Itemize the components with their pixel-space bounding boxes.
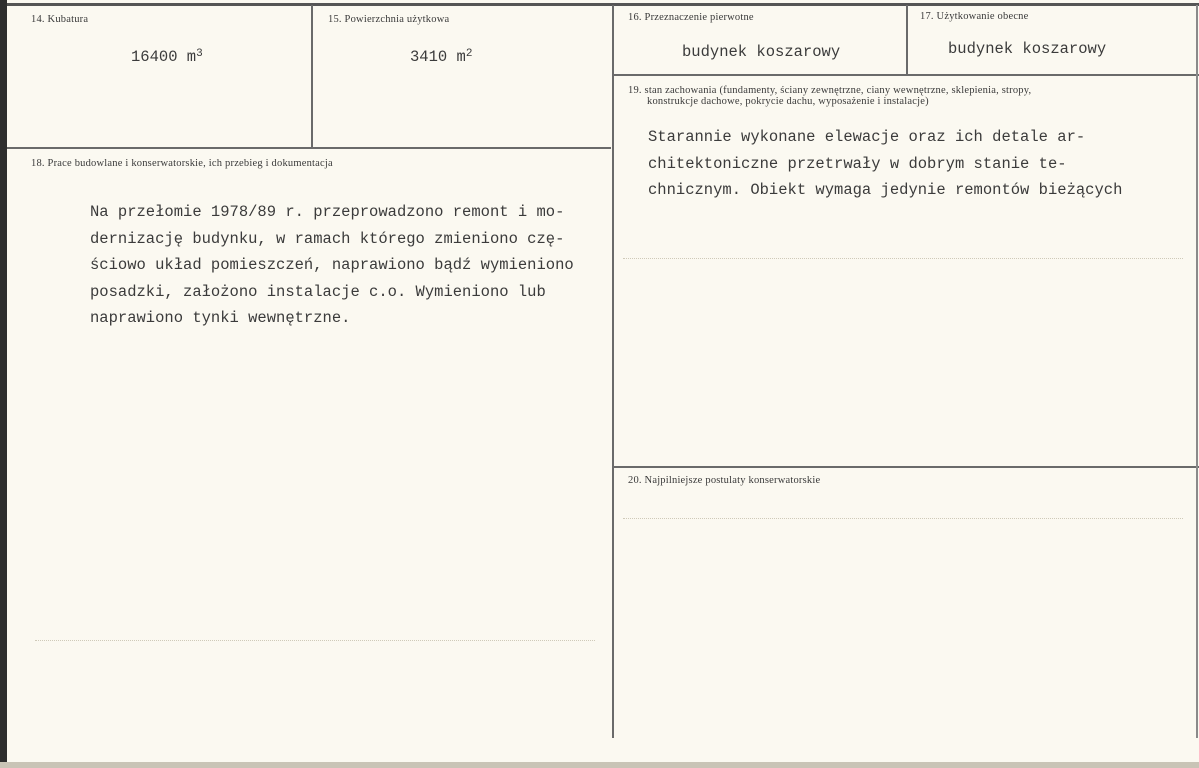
section-14-value: 16400 $m^3$: [131, 48, 203, 66]
faint-rule: [623, 258, 1183, 259]
section-16-value: budynek koszarowy: [682, 43, 841, 61]
section-19-text: [648, 124, 1122, 204]
text-line: dernizację budynku, w ramach którego zmieniono czę-: [90, 229, 565, 248]
unit-exponent: 3: [196, 48, 203, 60]
text-line: posadzki, założono instalacje c.o. Wymieniono lub: [90, 282, 546, 301]
divider-14-18: [7, 147, 611, 149]
text-line: Na przełomie 1978/89 r. przeprowadzono remont i mo-: [90, 203, 565, 221]
text-line: ściowo układ pomieszczeń, naprawiono bądź wymieniono: [90, 256, 574, 274]
top-border: [7, 3, 1199, 6]
divider-16-17: [906, 5, 908, 74]
text-line: Starannie wykonane elewacje oraz ich detale ar-: [648, 128, 1086, 146]
section-19-label-line1: 19. stan zachowania (fundamenty, ściany zewnętrzne, ciany wewnętrzne, sklepienia, stropy,: [628, 85, 1032, 96]
faint-rule: [623, 518, 1183, 519]
section-16-label: 16. Przeznaczenie pierwotne: [628, 12, 754, 23]
divider-19-20: [614, 466, 1199, 468]
text-line: chitektoniczne przetrwały w dobrym stanie te-: [648, 154, 1067, 173]
section-17-value: budynek koszarowy: [948, 40, 1107, 58]
text-line: naprawiono tynki wewnętrzne.: [90, 309, 351, 327]
unit-exponent: 2: [465, 48, 473, 60]
section-18-text: [90, 199, 574, 332]
divider-14-15: [311, 5, 313, 147]
faint-rule: [35, 640, 595, 641]
section-20-label: 20. Najpilniejsze postulaty konserwatorskie: [628, 475, 821, 486]
section-14-label: 14. Kubatura: [31, 14, 89, 25]
card-bottom-edge: [0, 762, 1199, 768]
divider-16-19: [614, 74, 1199, 76]
section-19-label-line2: konstrukcje dachowe, pokrycie dachu, wyposażenie i instalacje): [647, 96, 929, 107]
main-column-divider: [612, 5, 614, 738]
section-15-value: 3410 $m^2$: [410, 48, 473, 66]
section-17-label: 17. Użytkowanie obecne: [920, 11, 1029, 22]
card-left-edge: [0, 0, 7, 768]
text-line: chnicznym. Obiekt wymaga jedynie remontów bieżących: [648, 181, 1123, 199]
right-border: [1196, 5, 1198, 738]
section-18-label: 18. Prace budowlane i konserwatorskie, ich przebieg i dokumentacja: [31, 158, 333, 169]
section-15-label: 15. Powierzchnia użytkowa: [328, 14, 450, 25]
